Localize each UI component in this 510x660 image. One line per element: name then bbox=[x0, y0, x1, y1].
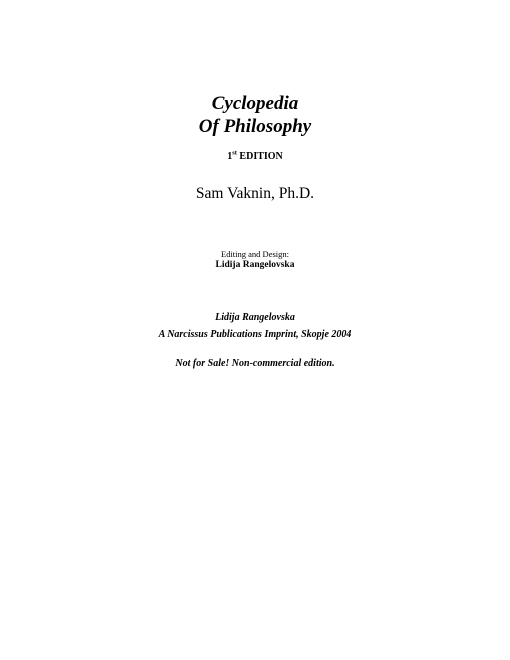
editing-design-label: Editing and Design: bbox=[221, 249, 289, 259]
sale-notice: Not for Sale! Non-commercial edition. bbox=[175, 358, 335, 369]
editor-name: Lidija Rangelovska bbox=[215, 260, 295, 270]
edition-ordinal-suffix: st bbox=[232, 149, 237, 157]
edition-line bbox=[0, 149, 510, 162]
author-name: Sam Vaknin, Ph.D. bbox=[195, 185, 315, 202]
book-title-line-1: Cyclopedia bbox=[211, 93, 299, 114]
edition-label: EDITION bbox=[239, 151, 283, 162]
book-title-line-2: Of Philosophy bbox=[198, 116, 312, 137]
publisher-name: Lidija Rangelovska bbox=[215, 312, 295, 323]
edition-number: 1 bbox=[227, 151, 233, 162]
publisher-imprint: A Narcissus Publications Imprint, Skopje 2004 bbox=[158, 329, 352, 340]
